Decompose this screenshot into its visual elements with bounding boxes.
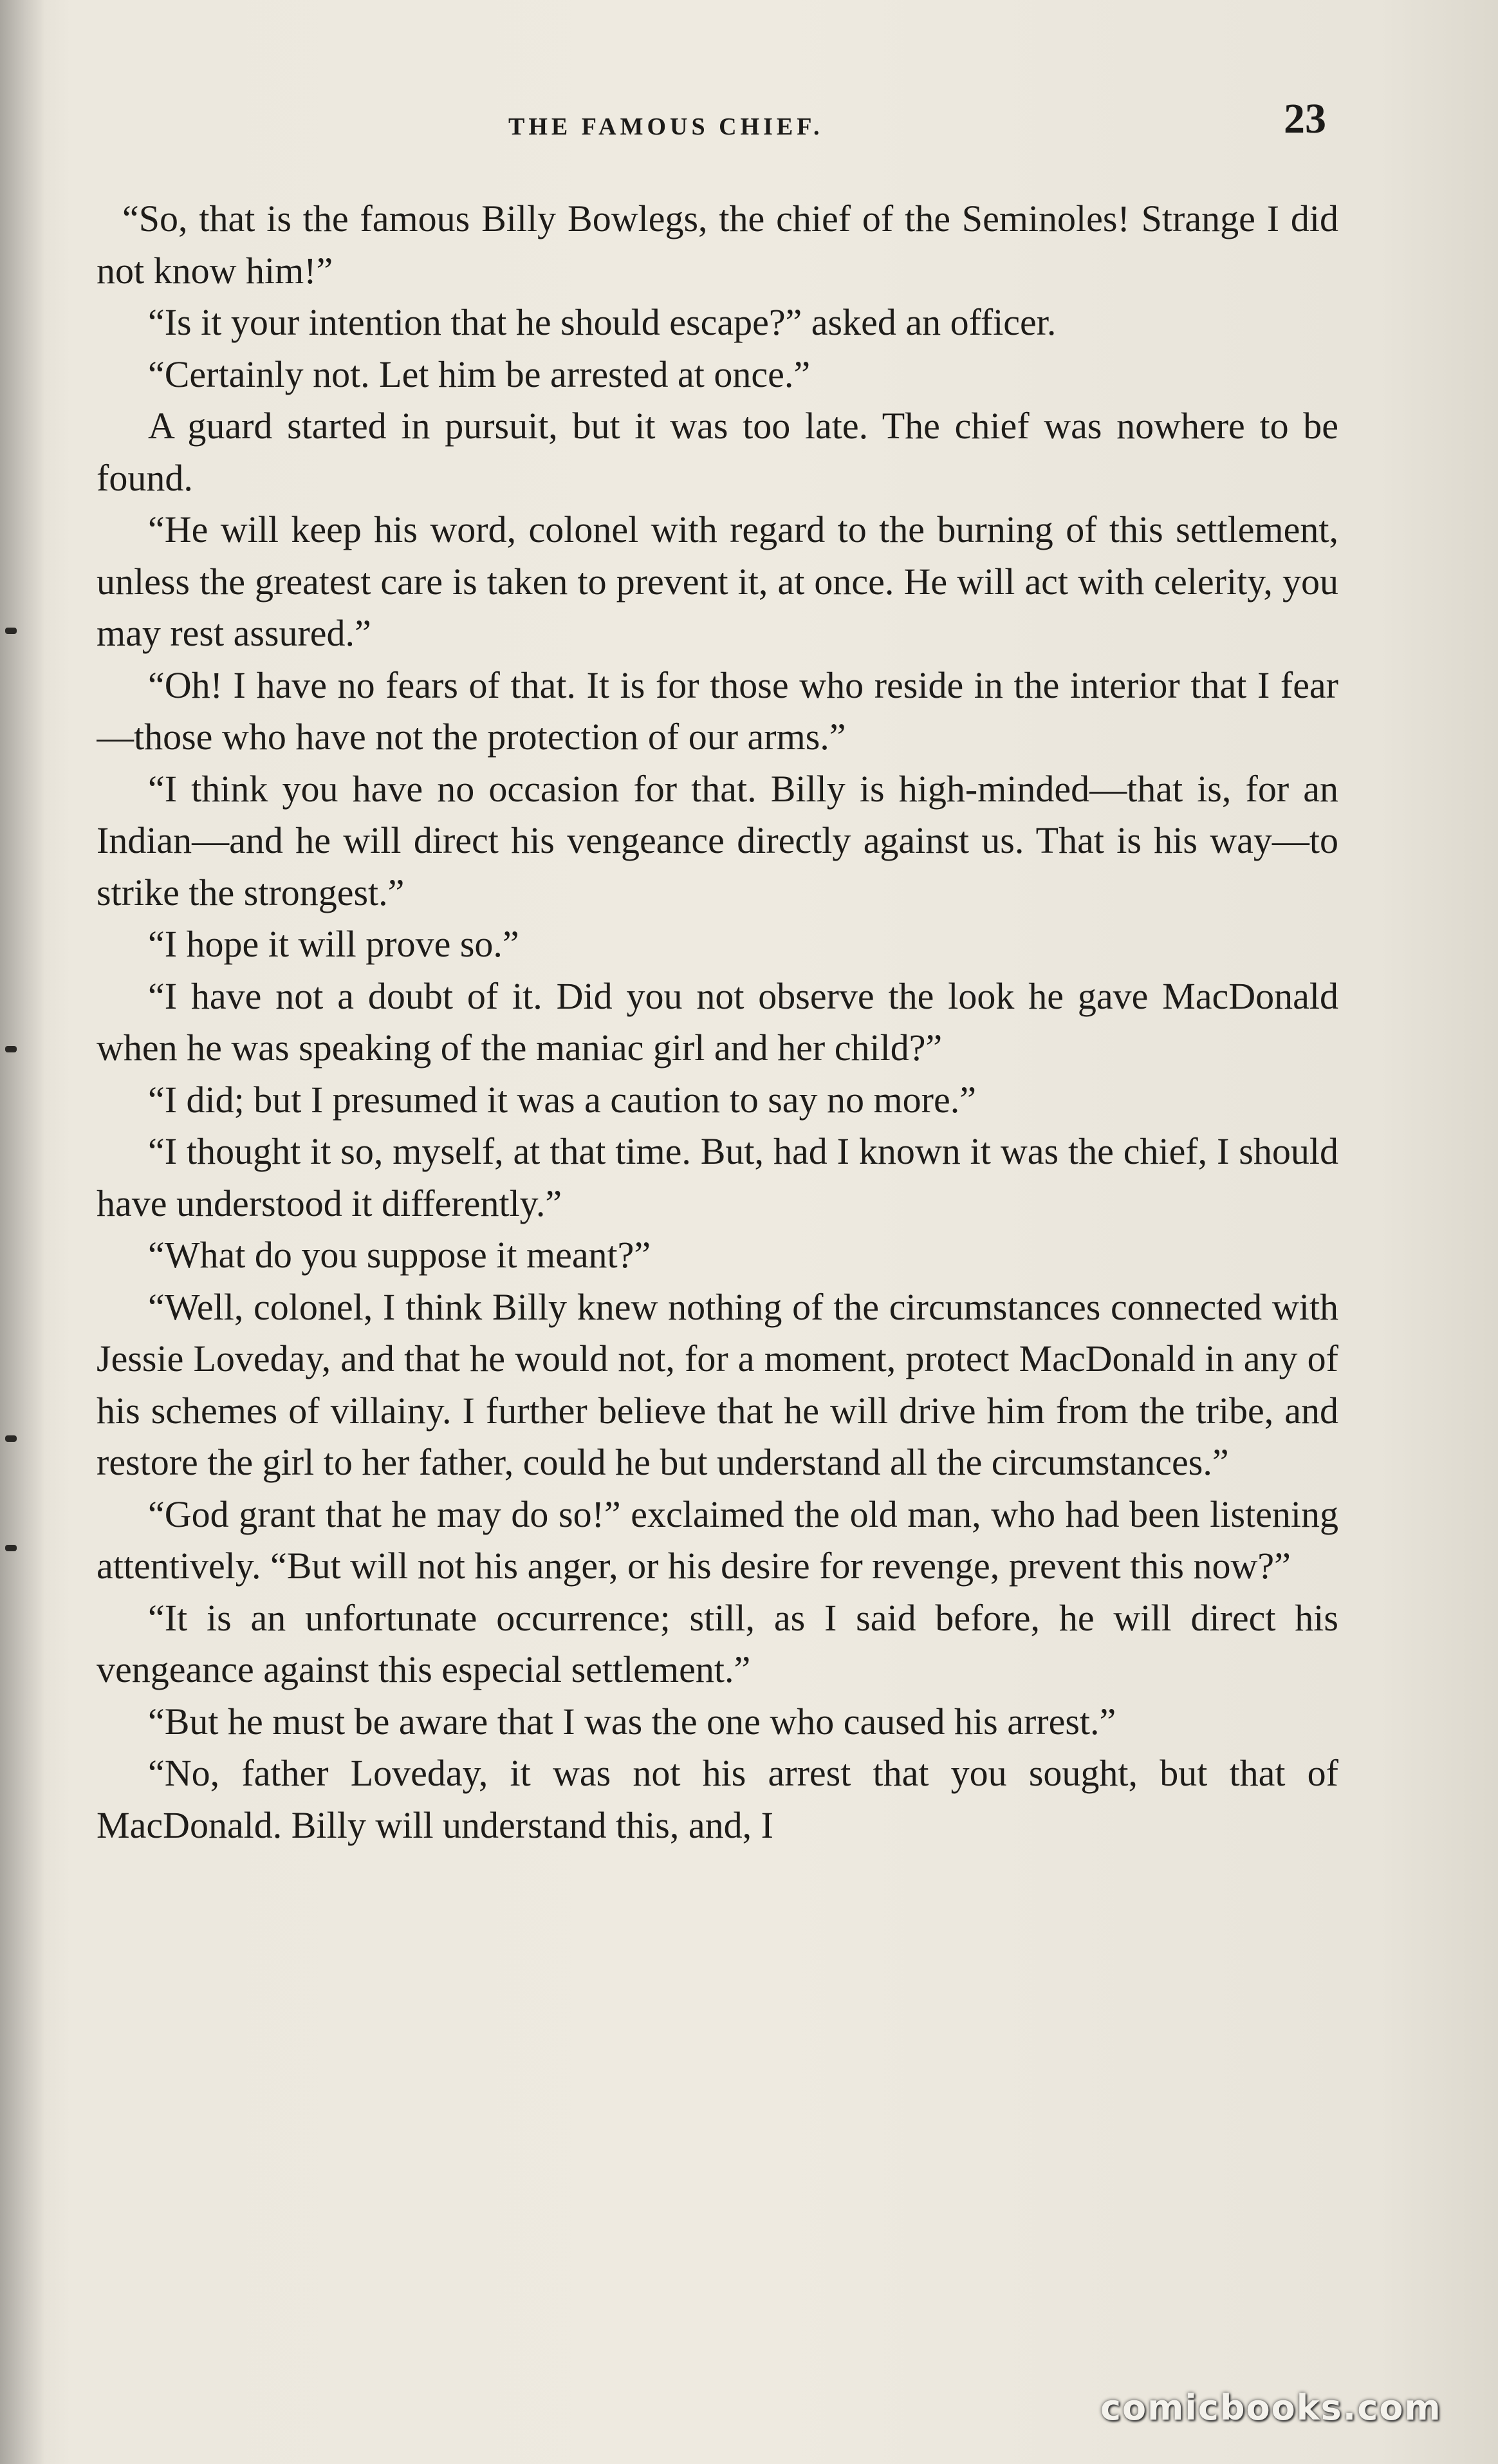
paragraph: “I think you have no occasion for that. Billy is high-minded—that is, for an Indian—and he will direct his vengeance directly against us. That is his way—to strike the strongest.” [97, 767, 1338, 913]
paragraph: “I thought it so, myself, at that time. But, had I known it was the chief, I should have understood it differently.” [97, 1130, 1338, 1224]
paragraph: “No, father Loveday, it was not his arrest that you sought, but that of MacDonald. Billy will understand this, and, I [97, 1752, 1338, 1846]
running-head: THE FAMOUS CHIEF. [508, 113, 824, 140]
paragraph: “Oh! I have no fears of that. It is for those who reside in the interior that I fear—those who have not the protection of our arms.” [97, 664, 1338, 758]
page-number: 23 [1284, 95, 1326, 142]
paragraph: “I have not a doubt of it. Did you not observe the look he gave MacDonald when he was speaking of the maniac girl and her child?” [97, 975, 1338, 1069]
paragraph: “But he must be aware that I was the one who caused his arrest.” [148, 1700, 1116, 1742]
binding-mark [5, 1435, 17, 1442]
paragraph: “It is an unfortunate occurrence; still, as I said before, he will direct his vengeance against this especial settlement.” [97, 1596, 1338, 1690]
watermark: comicbooks.com [1100, 2387, 1442, 2428]
paragraph: “What do you suppose it meant?” [148, 1234, 651, 1276]
paragraph: “Certainly not. Let him be arrested at once.” [148, 353, 811, 395]
paragraph: “I hope it will prove so.” [148, 923, 519, 965]
paragraph: A guard started in pursuit, but it was too late. The chief was nowhere to be found. [97, 405, 1338, 499]
paragraph: “So, that is the famous Billy Bowlegs, the chief of the Seminoles! Strange I did not know him!” [97, 198, 1338, 292]
body-text [97, 193, 1338, 2272]
page-spine-shadow [0, 0, 45, 2464]
paragraph: “Is it your intention that he should escape?” asked an officer. [148, 301, 1057, 343]
binding-mark [5, 1046, 17, 1052]
paragraph: “Well, colonel, I think Billy knew nothing of the circumstances connected with Jessie Loveday, and that he would not, for a moment, protect MacDonald in any of his schemes of villainy. I further believe that he will drive him from the tribe, and restore the girl to her father, could he but understand all the circumstances.” [97, 1285, 1338, 1483]
paragraph: “God grant that he may do so!” exclaimed the old man, who had been listening attentively. “But will not his anger, or his desire for revenge, prevent this now?” [97, 1493, 1338, 1587]
binding-mark [5, 628, 17, 634]
paragraph: “I did; but I presumed it was a caution to say no more.” [148, 1078, 976, 1121]
paragraph: “He will keep his word, colonel with regard to the burning of this settlement, unless the greatest care is taken to prevent it, at once. He will act with celerity, you may rest assured.” [97, 509, 1338, 654]
binding-mark [5, 1545, 17, 1551]
